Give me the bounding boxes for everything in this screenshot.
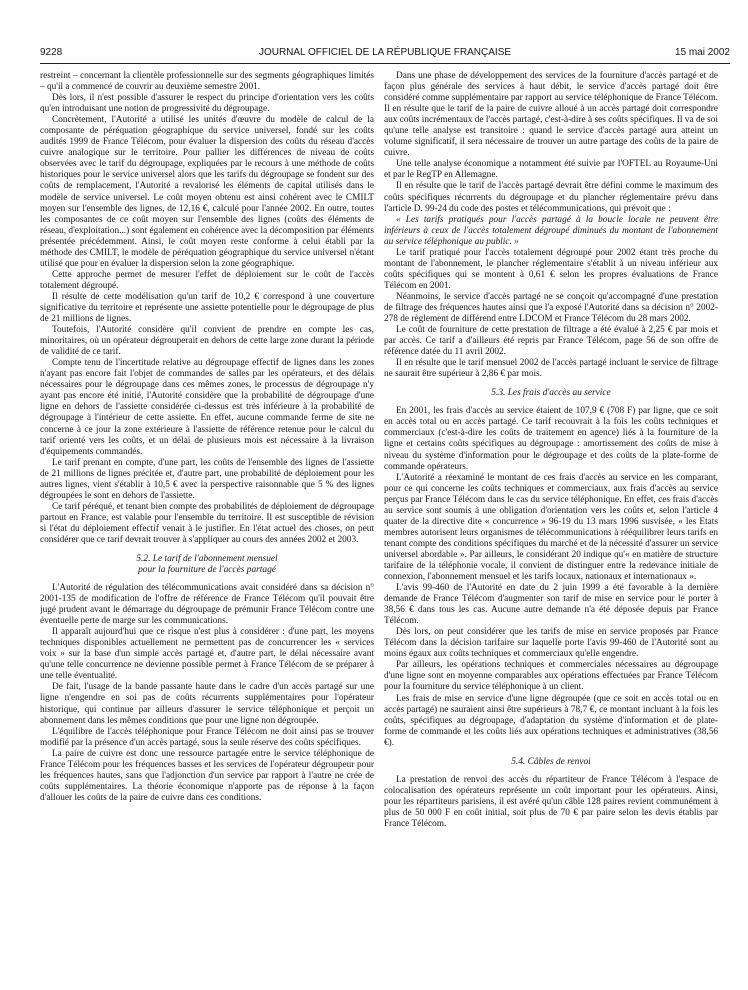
paragraph: Concrètement, l'Autorité a utilisé les unités d'œuvre du modèle de calcul de la composante de péréquation géographique du service universel, fondé sur les coûts audités 1999 de France Télécom, pour évaluer la dispersion des coûts du réseau d'accès cuivre analogique sur le territoire. Pour pallier les différences de niveau de coûts observées avec le tarif du dégroupage, expliquées par le recours à une méthode de coûts historiques pour le service universel alors que les tarifs du dégroupage se fondent sur des coûts de remplacement, l'Autorité a revalorisé les éléments de capital utilisés dans le modèle de service universel. Le coût moyen obtenu est ainsi cohérent avec le CMILT moyen sur l'ensemble des lignes, de 12,16 €, calculé pour l'année 2002. En outre, toutes les composantes de ce coût moyen sur l'ensemble des lignes (coûts des éléments de réseau, d'exploitation...) sont également en cohérence avec la décomposition par éléments présentée précédemment. Ainsi, le coût moyen reste conforme à celui établi par la méthode des CMILT, le modèle de péréquation géographique du service universel n'étant utilisé que pour en évaluer la dispersion selon la zone géographique. bbox=[40, 115, 374, 269]
paragraph: Une telle analyse économique a notamment été suivie par l'OFTEL au Royaume-Uni et par le RegTP en Allemagne. bbox=[384, 159, 718, 181]
paragraph: Le coût de fourniture de cette prestation de filtrage a été évalué à 2,25 € par mois et par accès. Ce tarif a d'ailleurs été repris par France Télécom, page 56 de son offre de référence datée du 11 avril 2002. bbox=[384, 325, 718, 358]
paragraph: Cette approche permet de mesurer l'effet de déploiement sur le coût de l'accès totalement dégroupé. bbox=[40, 269, 374, 291]
paragraph: Néanmoins, le service d'accès partagé ne se conçoit qu'accompagné d'une prestation de filtrage des fréquences hautes ainsi que l'a exposé l'Autorité dans sa décision n° 2002-278 de règlement de différend entre LDCOM et France Télécom du 28 mars 2002. bbox=[384, 291, 718, 325]
paragraph: Dès lors, il n'est possible d'assurer le respect du principe d'orientation vers les coûts qu'en introduisant une notion de progressivité du dégroupage. bbox=[40, 93, 374, 115]
paragraph: Il apparaît aujourd'hui que ce risque n'est plus à considérer : d'une part, les moyens techniques disponibles actuellement ne permettent pas de concurrencer les « services voix » sur la base d'un simple accès partagé et, d'autre part, le délai nécessaire avant qu'une telle concurrence ne devienne possible permet à France Télécom de se préparer à une telle éventualité. bbox=[40, 627, 374, 682]
paragraph: L'avis 99-460 de l'Autorité en date du 2 juin 1999 a été favorable à la dernière demande de France Télécom d'augmenter son tarif de mise en service pour le porter à 38,56 € dans tous les cas. Aucune autre demande n'a été déposée depuis par France Télécom. bbox=[384, 583, 718, 627]
paragraph: L'équilibre de l'accès téléphonique pour France Télécom ne doit ainsi pas se trouver modifié par la présence d'un accès partagé, sous la seule réserve des coûts spécifiques. bbox=[40, 726, 374, 748]
quote-article-d99-24: « Les tarifs pratiqués pour l'accès partagé à la boucle locale ne peuvent être inférieurs à ceux de l'accès totalement dégroupé diminués du montant de l'abonnement au service téléphonique au public. » bbox=[384, 214, 718, 247]
right-column bbox=[384, 71, 718, 971]
section-heading-5-4: 5.4. Câbles de renvoi bbox=[511, 756, 591, 767]
paragraph: Il en résulte que le tarif mensuel 2002 de l'accès partagé incluant le service de filtrage ne saurait être supérieur à 2,86 € par mois. bbox=[384, 358, 718, 380]
paragraph: Compte tenu de l'incertitude relative au dégroupage effectif de lignes dans les zones n'ayant pas encore fait l'objet de commandes de salles par les opérateurs, et des délais nécessaires pour le dégroupage dans ces mêmes zones, le processus de dégroupage n'y ayant pas encore été initié, l'Autorité considère que la probabilité de dégroupage d'une ligne en dehors de l'assiette considérée ci-dessus est très inférieure à la probabilité de dégroupage à l'intérieur de cette assiette. En effet, aucune commande ferme de site ne concerne à ce jour la zone extérieure à l'assiette de référence retenue pour le calcul du tarif orienté vers les coûts, et un délai de plusieurs mois est nécessaire à la livraison d'équipements commandés. bbox=[40, 358, 374, 457]
header-rule bbox=[40, 63, 730, 64]
right-paragraphs-a bbox=[384, 71, 718, 215]
journal-title: JOURNAL OFFICIEL DE LA RÉPUBLIQUE FRANÇAISE bbox=[258, 47, 512, 58]
left-paragraphs-b bbox=[40, 583, 374, 804]
paragraph: L'Autorité a réexaminé le montant de ces frais d'accès au service en les comparant, pour ce qui concerne les coûts techniques et commerciaux, aux frais d'accès au service perçus par France Télécom dans le cas du service téléphonique. En effet, ces frais d'accès au service sont soumis à une obligation d'orientation vers les coûts et, selon l'article 4 quater de la directive dite « concurrence » 96-19 du 13 mars 1996 susvisée, « les Etats membres autorisent leurs organismes de télécommunications à rééquilibrer leurs tarifs en tenant compte des conditions spécifiques du marché et de la nécessité d'assurer un service universel abordable ». Par ailleurs, le considérant 20 indique qu'« en matière de structure tarifaire de la téléphonie vocale, il convient de distinguer entre la redevance initiale de connexion, l'abonnement mensuel et les tarifs locaux, nationaux et internationaux ». bbox=[384, 472, 718, 583]
section-heading-5-2 bbox=[40, 554, 374, 576]
left-column bbox=[40, 71, 374, 971]
paragraph: Les frais de mise en service d'une ligne dégroupée (que ce soit en accès total ou en accès partagé) ne sauraient ainsi être supérieurs à 78,7 €, ce montant incluant à la fois les coûts, spécifiques au dégroupage, d'adaptation du système d'information et de plate-forme de commande et les coûts liés aux opérations techniques et administratives (38,56 €). bbox=[384, 693, 718, 748]
paragraph: Dès lors, on peut considérer que les tarifs de mise en service proposés par France Télécom dans la décision tarifaire sur laquelle porte l'avis 99-460 de l'Autorité sont au moins égaux aux coûts techniques et commerciaux qu'elle engendre. bbox=[384, 627, 718, 660]
right-paragraphs-d bbox=[384, 775, 718, 830]
paragraph: Toutefois, l'Autorité considère qu'il convient de prendre en compte les cas, minoritaires, où un opérateur dégrouperait en dehors de cette large zone durant la période de validité de ce tarif. bbox=[40, 325, 374, 358]
paragraph: Il résulte de cette modélisation qu'un tarif de 10,2 € correspond à une couverture significative du territoire et représente une assiette potentielle pour le dégroupage de plus de 21 millions de lignes. bbox=[40, 291, 374, 325]
paragraph: Par ailleurs, les opérations techniques et commerciales nécessaires au dégroupage d'une ligne sont en moyenne comparables aux opérations effectuées par France Télécom pour la fourniture du service téléphonique à un client. bbox=[384, 660, 718, 693]
issue-date: 15 mai 2002 bbox=[674, 47, 730, 58]
paragraph: Dans une phase de développement des services de la fourniture d'accès partagé et de façon plus générale des services à haut débit, le service d'accès partagé doit être considéré comme supplémentaire par rapport au service téléphonique de France Télécom. Il en résulte que le tarif de la paire de cuivre alloué à un accès partagé doit correspondre aux coûts incrémentaux de l'accès partagé, c'est-à-dire à ses coûts spécifiques. Il va de soi qu'une telle analyse est transitoire : quand le service d'accès partagé aura atteint un volume significatif, il sera nécessaire de trouver un autre partage des coûts de la paire de cuivre. bbox=[384, 71, 718, 159]
right-paragraphs-c bbox=[384, 406, 718, 748]
paragraph: Il en résulte que le tarif de l'accès partagé devrait être défini comme le maximum des coûts spécifiques récurrents du dégroupage et du plancher réglementaire prévu dans l'article D. 99-24 du code des postes et télécommunications, qui prévoit que : bbox=[384, 181, 718, 214]
paragraph: De fait, l'usage de la bande passante haute dans le cadre d'un accès partagé sur une ligne n'engendre en soi pas de coûts récurrents supplémentaires pour l'opérateur historique, qui continue par ailleurs d'assurer le service téléphonique et perçoit un abonnement dans les mêmes conditions que pour une ligne non dégroupée. bbox=[40, 682, 374, 726]
paragraph: Ce tarif péréqué, et tenant bien compte des probabilités de déploiement de dégroupage partout en France, est valable pour l'ensemble du territoire. Il est susceptible de révision si l'état du déploiement effectif venait à le justifier. En l'état actuel des choses, on peut considérer que ce tarif devrait trouver à s'appliquer au cours des années 2002 et 2003. bbox=[40, 501, 374, 545]
paragraph: La paire de cuivre est donc une ressource partagée entre le service téléphonique de France Télécom pour les fréquences basses et les services de l'opérateur dégroupeur pour les fréquences hautes, sans que l'adjonction d'un service par rapport à l'autre ne crée de coûts supplémentaires. La théorie économique n'apporte pas de réponse à la façon d'allouer les coûts de la paire de cuivre dans ces conditions. bbox=[40, 748, 374, 803]
paragraph: L'Autorité de régulation des télécommunications avait considéré dans sa décision n° 2001-135 de modification de l'offre de référence de France Télécom qu'il pouvait être jugé prudent avant le démarrage du dégroupage de prémunir France Télécom contre une éventuelle perte de marge sur les communications. bbox=[40, 583, 374, 627]
page-header bbox=[40, 47, 730, 61]
paragraph: La prestation de renvoi des accès du répartiteur de France Télécom à l'espace de colocalisation des opérateurs représente un coût important pour les opérateurs. Ainsi, pour les répartiteurs parisiens, il est avéré qu'un câble 128 paires revient communément à plus de 50 000 F en coût initial, soit plus de 70 € par paire selon les devis établis par France Télécom. bbox=[384, 774, 718, 829]
paragraph: Le tarif prenant en compte, d'une part, les coûts de l'ensemble des lignes de l'assiette de 21 millions de lignes précitée et, d'autre part, une probabilité de déploiement pour les autres lignes, vient s'établir à 10,5 € avec la perspective raisonnable que 5 % des lignes dégroupées le sont en dehors de l'assiette. bbox=[40, 457, 374, 501]
page-number: 9228 bbox=[40, 47, 63, 58]
section-heading-5-2-line2: pour la fourniture de l'accès partagé bbox=[138, 565, 276, 576]
section-heading-5-2-line1: 5.2. Le tarif de l'abonnement mensuel bbox=[136, 554, 278, 565]
left-paragraphs-a bbox=[40, 71, 374, 546]
right-paragraphs-b bbox=[384, 248, 718, 381]
section-heading-5-3: 5.3. Les frais d'accès au service bbox=[491, 388, 611, 399]
paragraph: restreint – concernant la clientèle professionnelle sur des segments géographiques limités – qu'il a commencé de couvrir au deuxième semestre 2001. bbox=[40, 71, 374, 93]
paragraph: En 2001, les frais d'accès au service étaient de 107,9 € (708 F) par ligne, que ce soit en accès total ou en accès partagé. Ce tarif recouvrait à la fois les coûts techniques et commerciaux (c'est-à-dire les coûts de traitement en agence) liés à la fourniture de la ligne et certains coûts spécifiques au dégroupage : amortissement des coûts de mise à niveau du système d'information pour le dégroupage et des coûts de la plate-forme de commande opérateurs. bbox=[384, 406, 718, 472]
paragraph: Le tarif pratiqué pour l'accès totalement dégroupé pour 2002 étant très proche du montant de l'abonnement, le plancher réglementaire s'établit à un niveau inférieur aux coûts spécifiques qui se montent à 0,61 € selon les propres évaluations de France Télécom en 2001. bbox=[384, 247, 718, 291]
